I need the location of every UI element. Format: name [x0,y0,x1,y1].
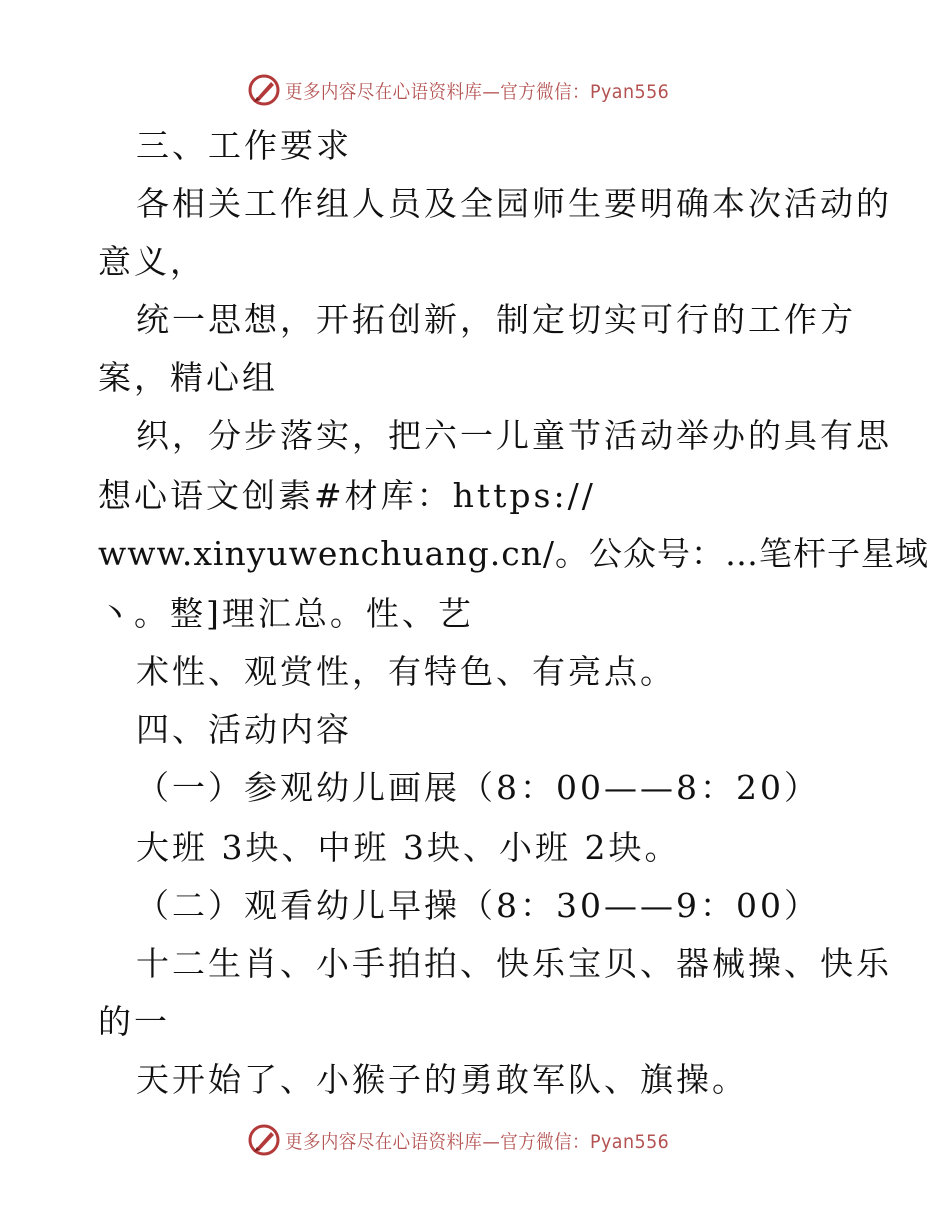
footer-watermark-banner [0,1120,950,1160]
paragraph-line: 意义， [98,242,206,281]
paragraph-line: 大班 3块、中班 3块、小班 2块。 [136,828,681,867]
section-heading-requirements: 三、工作要求 [136,126,352,165]
footer-banner-text: 更多内容尽在心语资料库—官方微信：Pyan556 [285,1130,670,1153]
subsection-heading: （二）观看幼儿早操（8：30——9：00） [136,886,820,925]
header-banner-text: 更多内容尽在心语资料库—官方微信：Pyan556 [285,80,670,103]
paragraph-line: 术性、观赏性，有特色、有亮点。 [136,652,676,691]
header-watermark-banner [0,70,950,110]
paragraph-line: 案，精心组 [98,358,278,397]
paragraph-line: 的一 [98,1002,170,1041]
paragraph-line: 丶。整]理汇总。性、艺 [98,594,474,633]
paragraph-line: www.xinyuwenchuang.cn/。公众号：…笔杆子星域 [98,534,930,573]
paragraph-line: 天开始了、小猴子的勇敢军队、旗操。 [136,1060,748,1099]
quill-logo-icon [247,1123,281,1157]
paragraph-line: 织，分步落实，把六一儿童节活动举办的具有思 [136,416,892,455]
quill-logo-icon [247,73,281,107]
subsection-heading: （一）参观幼儿画展（8：00——8：20） [136,768,820,807]
section-heading-activities: 四、活动内容 [136,710,352,749]
paragraph-line: 统一思想，开拓创新，制定切实可行的工作方 [136,300,856,339]
paragraph-line: 各相关工作组人员及全园师生要明确本次活动的 [136,184,892,223]
paragraph-line: 十二生肖、小手拍拍、快乐宝贝、器械操、快乐 [136,944,892,983]
paragraph-line: 想心语文创素#材库：https:// [98,476,596,515]
